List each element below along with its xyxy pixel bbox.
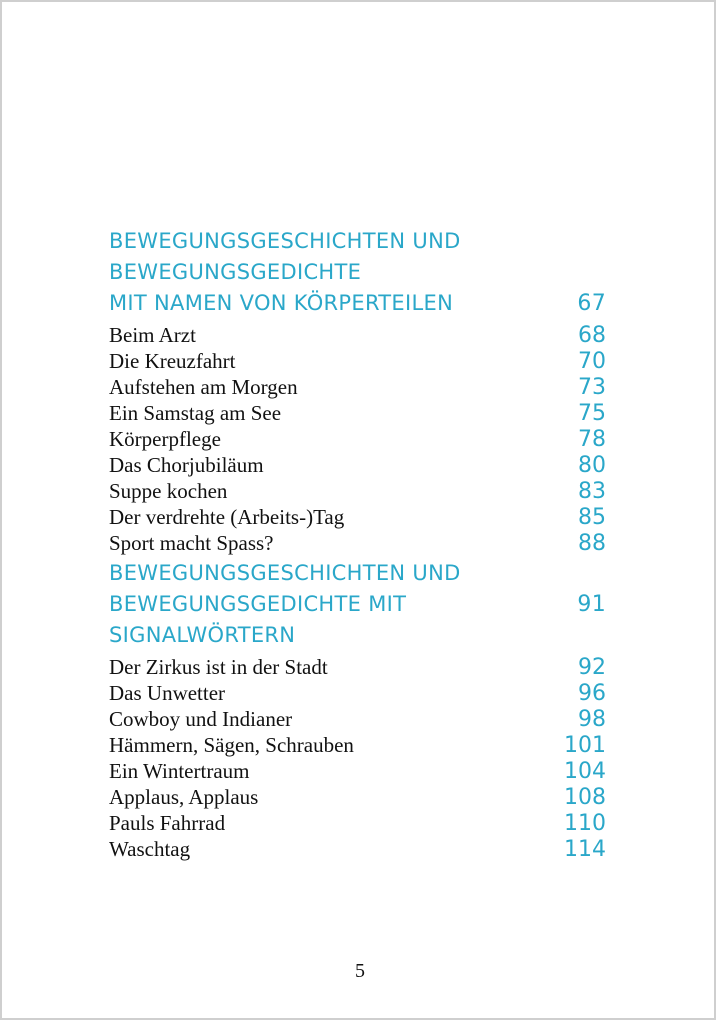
toc-entry [109,374,606,400]
toc-entry [109,348,606,374]
toc-entry-page: 104 [564,759,606,784]
toc-entry [109,504,606,530]
toc-entry [109,400,606,426]
toc-entry-title: Der verdrehte (Arbeits-)Tag [109,505,345,529]
toc-entry-title: Suppe kochen [109,479,228,503]
toc-entry-title: Der Zirkus ist in der Stadt [109,655,328,679]
section-heading-line-2: BEWEGUNGSGEDICHTE MIT SIGNALWÖRTERN [109,592,407,647]
toc-entry-page: 108 [564,785,606,810]
toc-entry-title: Körperpflege [109,427,221,451]
toc-entry-page: 80 [578,453,606,478]
toc-entry-page: 101 [564,733,606,758]
toc-entry-page: 88 [578,531,606,556]
toc-entry-title: Waschtag [109,837,191,861]
toc-entry-page: 96 [578,681,606,706]
toc-entry-title: Die Kreuzfahrt [109,349,236,373]
toc-entry-title: Aufstehen am Morgen [109,375,298,399]
toc-entry [109,706,606,732]
page-number: 5 [355,960,365,982]
toc-entry-title: Sport macht Spass? [109,531,274,555]
toc-entry-page: 73 [578,375,606,400]
toc-entry [109,836,606,862]
toc-entry-title: Das Unwetter [109,681,226,705]
toc-entry-list [109,654,606,862]
toc-entry-page: 83 [578,479,606,504]
toc-section-body-parts [109,226,606,556]
toc-section-signal-words [109,558,606,862]
toc-entry-page: 85 [578,505,606,530]
toc-entry [109,426,606,452]
toc-entry [109,732,606,758]
toc-entry-page: 70 [578,349,606,374]
toc-entry-page: 114 [564,837,606,862]
toc-entry-page: 92 [578,655,606,680]
toc-entry [109,758,606,784]
toc-entry-title: Ein Wintertraum [109,759,250,783]
toc-entry-page: 98 [578,707,606,732]
section-heading-row [109,589,606,651]
section-page-number: 91 [577,592,606,617]
toc-entry [109,654,606,680]
toc-entry-page: 78 [578,427,606,452]
toc-entry-list [109,322,606,556]
section-heading-line-2: MIT NAMEN VON KÖRPERTEILEN [109,291,454,315]
section-heading-row [109,288,606,319]
toc-entry-title: Beim Arzt [109,323,196,347]
toc-entry-page: 110 [564,811,606,836]
toc-entry-title: Cowboy und Indianer [109,707,293,731]
toc-entry [109,322,606,348]
toc-entry [109,530,606,556]
toc-entry-page: 75 [578,401,606,426]
toc-entry-title: Hämmern, Sägen, Schrauben [109,733,354,757]
toc-entry [109,452,606,478]
section-page-number: 67 [577,291,606,316]
toc-entry-title: Pauls Fahrrad [109,811,226,835]
toc-entry-title: Ein Samstag am See [109,401,282,425]
toc-entry [109,784,606,810]
toc-entry [109,810,606,836]
section-heading-line-1: BEWEGUNGSGESCHICHTEN UND [109,561,461,585]
toc-entry [109,680,606,706]
toc-entry-title: Das Chorjubiläum [109,453,264,477]
toc-entry-page: 68 [578,323,606,348]
section-heading [109,558,606,651]
section-heading-line-1: BEWEGUNGSGESCHICHTEN UND BEWEGUNGSGEDICHTE [109,229,461,284]
toc-entry-title: Applaus, Applaus [109,785,259,809]
section-heading [109,226,606,319]
toc-entry [109,478,606,504]
